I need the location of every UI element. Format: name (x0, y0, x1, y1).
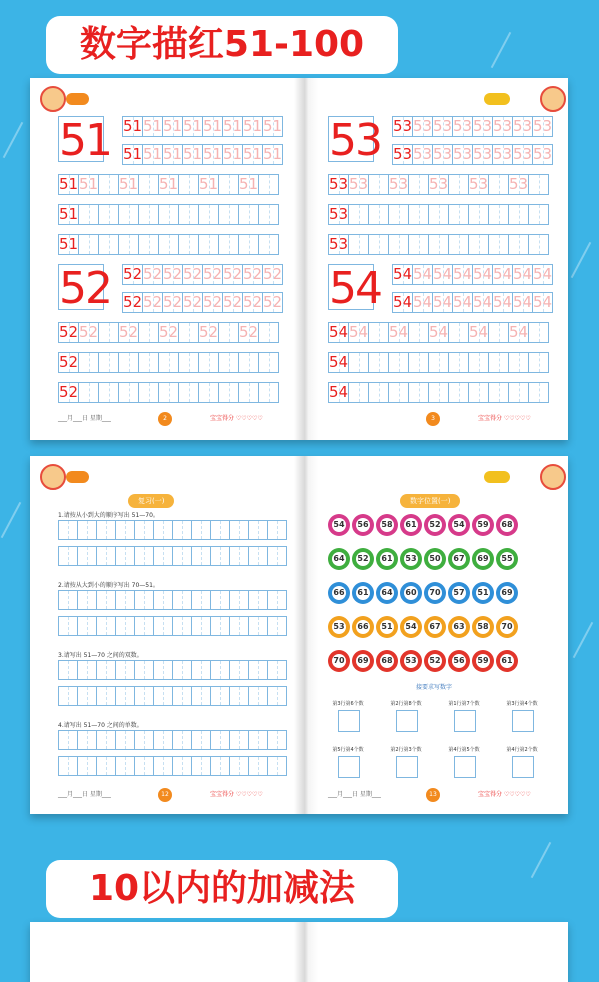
cell: 52 (163, 265, 183, 283)
flower-value: 50 (428, 552, 442, 566)
cell: 53 (493, 145, 513, 163)
flower-number (376, 514, 398, 536)
cell: 52 (243, 293, 263, 311)
cell: 52 (263, 265, 283, 283)
book-fold (294, 922, 318, 982)
cell: 53 (493, 117, 513, 135)
flower-value: 66 (332, 586, 346, 600)
position-question: 第2行第3个数 (390, 747, 422, 753)
question-text: 2.请按从大到小的顺序写出 70—51。 (58, 582, 159, 589)
cell: 54 (493, 293, 513, 311)
cell: 54 (429, 323, 449, 341)
flower-value: 68 (500, 518, 514, 532)
flower-value: 69 (356, 654, 370, 668)
section-title: 复习(一) (128, 494, 174, 508)
cell: 54 (513, 265, 533, 283)
big-number: 51 (59, 115, 111, 166)
cell: 53 (433, 117, 453, 135)
score: 宝宝得分 ♡♡♡♡♡ (210, 415, 263, 422)
flower-value: 57 (452, 586, 466, 600)
flower-number (472, 650, 494, 672)
flower-number (400, 650, 422, 672)
cell: 51 (223, 117, 243, 135)
flower-number (472, 616, 494, 638)
flower-value: 61 (404, 518, 418, 532)
mascot-icon (540, 464, 566, 490)
date-footer: ___月___日 星期___ (58, 415, 111, 422)
flower-value: 59 (476, 654, 490, 668)
cell: 52 (243, 265, 263, 283)
trace-row (392, 116, 552, 136)
flower-value: 51 (476, 586, 490, 600)
flower-value: 70 (500, 620, 514, 634)
cell: 54 (473, 265, 493, 283)
answer-row (58, 730, 286, 750)
trace-row (392, 292, 552, 312)
cell: 54 (393, 293, 413, 311)
cell: 54 (413, 265, 433, 283)
header-pill (66, 93, 89, 105)
trace-row (58, 322, 278, 342)
flower-number (448, 514, 470, 536)
cell: 53 (393, 145, 413, 163)
flower-number (376, 616, 398, 638)
cell: 53 (329, 205, 349, 223)
cell: 53 (349, 175, 369, 193)
flower-number (424, 582, 446, 604)
cell: 51 (243, 117, 263, 135)
cell: 54 (349, 323, 369, 341)
cell: 52 (183, 293, 203, 311)
flower-number (424, 548, 446, 570)
header-pill (484, 471, 510, 483)
flower-value: 52 (428, 518, 442, 532)
cell: 51 (143, 145, 163, 163)
answer-box (512, 756, 534, 778)
spread-partial (30, 922, 568, 982)
instruction: 接要求写数字 (416, 684, 453, 691)
flower-number (472, 548, 494, 570)
flower-value: 61 (380, 552, 394, 566)
question-text: 3.请写出 51—70 之间的双数。 (58, 652, 143, 659)
cell: 52 (123, 265, 143, 283)
trace-row (58, 382, 278, 402)
page-left-review (30, 456, 294, 814)
answer-box (512, 710, 534, 732)
big-number: 52 (59, 263, 111, 314)
flower-value: 52 (428, 654, 442, 668)
header-pill (484, 93, 510, 105)
answer-row (58, 686, 286, 706)
cell: 52 (143, 265, 163, 283)
page-header (66, 86, 89, 110)
mascot-icon (40, 86, 66, 112)
background-streak (573, 622, 594, 658)
flower-row (328, 582, 520, 604)
position-question: 第5行第4个数 (332, 747, 364, 753)
answer-box (338, 710, 360, 732)
flower-number (352, 514, 374, 536)
cell: 51 (79, 175, 99, 193)
cell: 54 (329, 353, 349, 371)
flower-number (352, 650, 374, 672)
flower-value: 53 (404, 654, 418, 668)
cell: 51 (203, 145, 223, 163)
cell: 51 (143, 117, 163, 135)
cell: 51 (59, 205, 79, 223)
cell: 52 (163, 293, 183, 311)
cell: 51 (239, 175, 259, 193)
flower-number (472, 582, 494, 604)
flower-value: 64 (380, 586, 394, 600)
trace-row (328, 322, 548, 342)
trace-row (328, 174, 548, 194)
answer-box (454, 710, 476, 732)
position-question: 第3行第4个数 (506, 701, 538, 707)
flower-value: 58 (476, 620, 490, 634)
cell: 51 (243, 145, 263, 163)
top-banner: 数字描红51-100 (46, 16, 398, 74)
cell: 53 (413, 117, 433, 135)
flower-number (376, 650, 398, 672)
flower-number (448, 548, 470, 570)
cell: 53 (469, 175, 489, 193)
cell: 52 (239, 323, 259, 341)
flower-number (448, 616, 470, 638)
question-text: 4.请写出 51—70 之间的单数。 (58, 722, 143, 729)
flower-row (328, 650, 520, 672)
cell: 53 (473, 145, 493, 163)
cell: 51 (223, 145, 243, 163)
cell: 54 (413, 293, 433, 311)
flower-number (376, 548, 398, 570)
flower-number (328, 514, 350, 536)
cell: 54 (469, 323, 489, 341)
flower-number (352, 616, 374, 638)
answer-box (454, 756, 476, 778)
cell: 52 (263, 293, 283, 311)
cell: 54 (433, 265, 453, 283)
flower-value: 58 (380, 518, 394, 532)
cell: 51 (263, 117, 283, 135)
mascot-icon (40, 464, 66, 490)
cell: 52 (79, 323, 99, 341)
flower-value: 55 (500, 552, 514, 566)
trace-row (122, 116, 282, 136)
cell: 53 (393, 117, 413, 135)
cell: 54 (389, 323, 409, 341)
cell: 54 (393, 265, 413, 283)
trace-row (122, 264, 282, 284)
flower-value: 60 (404, 586, 418, 600)
big-number: 53 (329, 115, 381, 166)
flower-number (400, 548, 422, 570)
flower-number (328, 548, 350, 570)
cell: 52 (123, 293, 143, 311)
cell: 54 (329, 383, 349, 401)
page-header (66, 464, 89, 488)
cell: 53 (429, 175, 449, 193)
cell: 52 (199, 323, 219, 341)
flower-value: 56 (452, 654, 466, 668)
flower-value: 61 (500, 654, 514, 668)
flower-value: 66 (356, 620, 370, 634)
flower-number (424, 616, 446, 638)
answer-box (338, 756, 360, 778)
answer-box (396, 756, 418, 778)
flower-number (424, 514, 446, 536)
flower-value: 54 (452, 518, 466, 532)
page-header (484, 464, 510, 488)
trace-row (328, 204, 548, 224)
trace-row (328, 234, 548, 254)
flower-value: 53 (404, 552, 418, 566)
cell: 51 (183, 117, 203, 135)
cell: 51 (59, 235, 79, 253)
cell: 53 (329, 235, 349, 253)
cell: 53 (509, 175, 529, 193)
background-streak (3, 122, 24, 158)
cell: 53 (513, 117, 533, 135)
flower-value: 51 (380, 620, 394, 634)
background-streak (571, 242, 592, 278)
cell: 53 (513, 145, 533, 163)
position-question: 第1行第7个数 (448, 701, 480, 707)
background-streak (491, 32, 512, 68)
cell: 53 (533, 145, 553, 163)
bottom-banner: 10以内的加减法 (46, 860, 398, 918)
cell: 52 (59, 353, 79, 371)
flower-number (424, 650, 446, 672)
flower-number (328, 582, 350, 604)
flower-number (328, 616, 350, 638)
spread-tracing (30, 78, 568, 440)
flower-value: 67 (452, 552, 466, 566)
page-number: 3 (426, 412, 440, 426)
flower-value: 69 (476, 552, 490, 566)
trace-row (58, 352, 278, 372)
cell: 51 (203, 117, 223, 135)
cell: 54 (509, 323, 529, 341)
cell: 54 (533, 265, 553, 283)
cell: 53 (473, 117, 493, 135)
cell: 51 (163, 117, 183, 135)
flower-number (328, 650, 350, 672)
flower-number (496, 616, 518, 638)
cell: 53 (329, 175, 349, 193)
question-text: 1.请按从小到大的顺序写出 51—70。 (58, 512, 159, 519)
cell: 54 (513, 293, 533, 311)
flower-value: 52 (356, 552, 370, 566)
flower-number (352, 548, 374, 570)
answer-row (58, 660, 286, 680)
trace-row (58, 174, 278, 194)
answer-row (58, 520, 286, 540)
cell: 54 (329, 323, 349, 341)
cell: 54 (433, 293, 453, 311)
flower-value: 63 (452, 620, 466, 634)
page-number: 12 (158, 788, 172, 802)
flower-number (400, 616, 422, 638)
flower-number (496, 514, 518, 536)
flower-value: 70 (332, 654, 346, 668)
flower-value: 68 (380, 654, 394, 668)
answer-row (58, 756, 286, 776)
page-header (484, 86, 510, 110)
cell: 51 (183, 145, 203, 163)
trace-row (328, 382, 548, 402)
flower-number (400, 582, 422, 604)
flower-value: 61 (356, 586, 370, 600)
cell: 54 (493, 265, 513, 283)
score: 宝宝得分 ♡♡♡♡♡ (478, 791, 531, 798)
cell: 53 (533, 117, 553, 135)
date-footer: ___月___日 星期___ (58, 791, 111, 798)
trace-row (122, 144, 282, 164)
position-question: 第4行第5个数 (448, 747, 480, 753)
position-question: 第4行第2个数 (506, 747, 538, 753)
trace-row (392, 264, 552, 284)
cell: 51 (123, 117, 143, 135)
cell: 54 (453, 293, 473, 311)
mascot-icon (540, 86, 566, 112)
page-left-tracing (30, 78, 294, 440)
header-pill (66, 471, 89, 483)
trace-row (58, 204, 278, 224)
big-number: 54 (329, 263, 381, 314)
flower-number (376, 582, 398, 604)
cell: 52 (59, 383, 79, 401)
cell: 53 (453, 145, 473, 163)
position-question: 第2行第8个数 (390, 701, 422, 707)
flower-value: 56 (356, 518, 370, 532)
flower-value: 53 (332, 620, 346, 634)
page-right-tracing (314, 78, 568, 440)
flower-row (328, 514, 520, 536)
cell: 53 (413, 145, 433, 163)
page-number: 2 (158, 412, 172, 426)
flower-number (448, 582, 470, 604)
cell: 52 (159, 323, 179, 341)
score: 宝宝得分 ♡♡♡♡♡ (478, 415, 531, 422)
background-streak (1, 502, 22, 538)
trace-row (392, 144, 552, 164)
cell: 51 (59, 175, 79, 193)
cell: 53 (433, 145, 453, 163)
cell: 51 (163, 145, 183, 163)
cell: 51 (123, 145, 143, 163)
page-right-position (314, 456, 568, 814)
flower-row (328, 548, 520, 570)
cell: 51 (263, 145, 283, 163)
flower-value: 64 (332, 552, 346, 566)
flower-row (328, 616, 520, 638)
cell: 53 (453, 117, 473, 135)
cell: 52 (203, 293, 223, 311)
score: 宝宝得分 ♡♡♡♡♡ (210, 791, 263, 798)
flower-number (448, 650, 470, 672)
section-title: 数字位置(一) (400, 494, 460, 508)
cell: 52 (119, 323, 139, 341)
answer-row (58, 616, 286, 636)
cell: 53 (389, 175, 409, 193)
flower-number (496, 548, 518, 570)
flower-number (472, 514, 494, 536)
answer-row (58, 590, 286, 610)
cell: 52 (59, 323, 79, 341)
answer-row (58, 546, 286, 566)
trace-row (58, 234, 278, 254)
date-footer: ___月___日 星期___ (328, 791, 381, 798)
cell: 52 (223, 265, 243, 283)
cell: 51 (199, 175, 219, 193)
cell: 51 (159, 175, 179, 193)
flower-value: 67 (428, 620, 442, 634)
cell: 52 (223, 293, 243, 311)
flower-value: 59 (476, 518, 490, 532)
cell: 51 (119, 175, 139, 193)
flower-value: 69 (500, 586, 514, 600)
cell: 52 (203, 265, 223, 283)
flower-number (400, 514, 422, 536)
flower-value: 54 (332, 518, 346, 532)
cell: 54 (453, 265, 473, 283)
answer-box (396, 710, 418, 732)
cell: 52 (143, 293, 163, 311)
flower-number (496, 582, 518, 604)
spread-review (30, 456, 568, 814)
flower-number (496, 650, 518, 672)
background-streak (531, 842, 552, 878)
trace-row (328, 352, 548, 372)
flower-value: 54 (404, 620, 418, 634)
flower-value: 70 (428, 586, 442, 600)
cell: 54 (533, 293, 553, 311)
position-question: 第3行第6个数 (332, 701, 364, 707)
flower-number (352, 582, 374, 604)
trace-row (122, 292, 282, 312)
cell: 54 (473, 293, 493, 311)
page-number: 13 (426, 788, 440, 802)
cell: 52 (183, 265, 203, 283)
